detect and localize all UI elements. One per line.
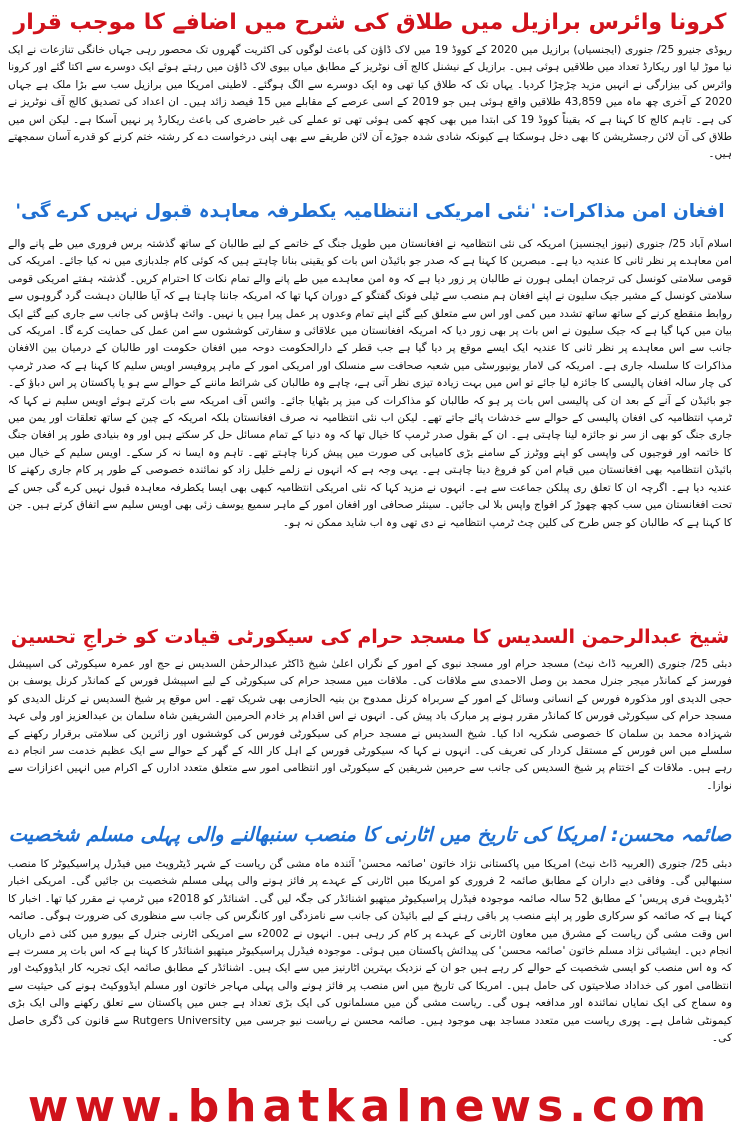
- article-4-headline: صائمہ محسن: امریکا کی تاریخ میں اٹارنی کا منصب سنبھالنے والی پہلی مسلم شخصیت: [8, 823, 732, 846]
- article-4-body: دبئی 25/ جنوری (العربیہ ڈاٹ نیٹ) امریکا میں پاکستانی نژاد خاتون 'صائمہ محسن' آئندہ ماہ مشی گن ریاست کے شہر ڈیٹرویٹ میں فیڈرل پراسیکیوٹر کا منصب سنبھالیں گی۔ وفاقی دیے داران کے مطابق صائمہ 2 فروری کو امریکا میں اٹارنی کے عہدے پر فائز ہونے والی پہلی مسلم شخصیت بن جائیں گی۔ امریکی اخبار 'ڈیٹرویٹ فری پریس' کے مطابق 52 سالہ صائمہ موجودہ فیڈرل پراسیکیوٹر میتھیو اشنائڈر کی جگہ لیں گی۔ اشنائڈر کو 2018ء میں ٹرمپ نے مقرر کیا تھا۔ اخبار کا کہنا ہے کہ صائمہ کو سرکاری طور پر اپنے منصب پر باقی رہنے کے لیے بائیڈن کی جانب سے نامزدگی اور کانگرس کی جانب سے منظوری کی ضرورت ہوگی۔ صائمہ اس وقت مشی گن ریاست کے مشرق میں معاون اٹارنی کے عہدے پر کام کر رہی ہیں۔ انہوں نے 2002ء سے امریکی اٹارنی جنرل کے بیورو میں کئی ذمے داریاں انجام دیں۔ ایشیائی نژاد مسلم خاتون 'صائمہ محسن' کی پیدائش پاکستان میں ہوئی۔ موجودہ فیڈرل پراسیکیوٹر میتھیو اشنائڈر کا کہنا ہے کہ اس بات پر مسرت ہے کہ وہ اس منصب کو ایسی شخصیت کے حوالے کر رہے ہیں جو ان کے نزدیک بہترین اٹارنیز میں سے ایک ہیں۔ اشنائڈر کے مطابق صائمہ ایک تجربہ کار ایڈووکیٹ اور انتظامی امور کی خداداد صلاحیتوں کی حامل ہیں۔ امریکا کی تاریخ میں اس منصب پر فائز ہونے والی پہلی مہاجر خاتون اور مسلم ایڈووکیٹ ہونے کی حیثیت سے وہ سماج کی ایک نمایاں نمائندہ اور مدافعہ ہوں گی۔ ریاست مشی گن میں مسلمانوں کی ایک بڑی تعداد ہے جس میں پاکستان سے تعلق رکھنے والی ایک بڑی کیمونٹی شامل ہے۔ پوری ریاست میں متعدد مساجد بھی موجود ہیں۔ صائمہ محسن نے ریاست نیو جرسی میں Rutgers University سے قانون کی ڈگری حاصل کی۔: [8, 858, 732, 1045]
- article-1-headline: کرونا وائرس برازیل میں طلاق کی شرح میں اضافے کا موجب قرار: [13, 10, 727, 35]
- article-3-headline: شیخ عبدالرحمن السدیس کا مسجد حرام کی سیکورٹی قیادت کو خراجِ تحسین: [10, 626, 730, 648]
- article-2-body: اسلام آباد 25/ جنوری (نیوز ایجنسیز) امریکہ کی نئی انتظامیہ نے افغانستان میں طویل جنگ کے خاتمے کے لیے طالبان کے ساتھ گذشتہ برس فروری میں طے پانے والے امن معاہدے پر نظر ثانی کا عندیہ دیا ہے۔ مبصرین کا کہنا ہے کہ صدر جو بائیڈن اس بات کو یقینی بنانا چاہتے ہیں کہ کوئی کام جلدبازی میں نہ کیا جائے۔ امریکہ کی قومی سلامتی کونسل کی ترجمان ایملی ہورن نے طالبان پر زور دیا ہے کہ وہ امن معاہدے میں طے پانے والے تمام نکات کا احترام کریں۔ گذشتہ ہفتے امریکی قومی سلامتی کونسل کے مشیر جیک سلیون نے اپنے افغان ہم منصب سے ٹیلی فونک گفتگو کے دوران کہا تھا کہ امریکہ جاننا چاہتا ہے کہ آیا طالبان دہشت گرد گروہوں سے روابط منقطع کرنے کے ساتھ ساتھ تشدد میں کمی اور اس سے متعلق کیے گئے اپنے تمام وعدوں پر عمل پیرا ہیں یا نہیں۔ وائٹ ہاؤس کی جانب سے جاری کیے گئے ایک بیان میں کہا گیا ہے کہ جیک سلیون نے اس بات پر بھی زور دیا کہ امریکہ افغانستان میں علاقائی و سفارتی کوششوں سے امن عمل کی حمایت کرے گا۔ امریکہ کی جانب سے اس معاہدے پر نظر ثانی کا عندیہ ایک ایسے موقع پر دیا گیا ہے جب قطر کے دارالحکومت دوحہ میں افغان حکومت اور طالبان کے درمیان بین الافغان مذاکرات کا سلسلہ جاری ہے۔ امریکہ کی لامار یونیورسٹی میں شعبہ صحافت سے منسلک اور امریکی امور کے ماہر پروفیسر اویس سلیم کا کہنا ہے کہ صدر ٹرمپ کی چار سالہ افغان پالیسی کا جائزہ لیا جائے تو اس میں بہت زیادہ تیزی نظر آتی ہے، چاہے وہ طالبان کی شرائط ماننے کے حوالے سے ہو یا پاکستان پر اس دباؤ کے۔ جو بائیڈن کے آنے کے بعد ان کی پالیسی اس بات پر ہو کہ طالبان کو مذاکرات کی میز پر بٹھایا جائے۔ وائس آف امریکہ سے بات کرتے ہوئے اویس سلیم نے کہا کہ ٹرمپ انتظامیہ کی افغان پالیسی کے حوالے سے خدشات پائے جاتے تھے۔ لیکن اب نئی انتظامیہ نہ صرف افغانستان بلکہ امریکہ کے چین کے ساتھ تعلقات اور یمن میں جاری جنگ کو بھی از سر نو جائزہ لینا چاہتی ہے۔ ان کے بقول صدر ٹرمپ کا خیال تھا کہ وہ دنیا کے تمام مسائل حل کر سکتے ہیں اور وہ بنیادی طور پر افغان جنگ کا خاتمہ اور فوجیوں کی واپسی کو اپنے ووٹرز کے سامنے بڑی کامیابی کی صورت میں پیش کرنا چاہتے تھے۔ تاہم وہ ایسا نہ کر سکے۔ اویس سلیم کے خیال میں بائیڈن انتظامیہ بھی افغانستان میں قیام امن کو فروغ دینا چاہتی ہے۔ یہی وجہ ہے کہ انہوں نے زلمے خلیل زاد کو نمائندہ خصوصی کے طور پر کام جاری رکھنے کا عندیہ دیا ہے۔ اگرچہ ان کا تعلق ری پبلکن جماعت سے ہے۔ انہوں نے مزید کہا کہ نئی امریکی انتظامیہ کبھی بھی ایسا یکطرفہ معاہدہ قبول نہیں کرے گی جس کے تحت افغانستان میں سب کچھ چھوڑ کر افواج واپس بلا لی جائیں۔ سینئر صحافی اور افغان امور کے ماہر سمیع یوسف زئی بھی اویس سلیم سے اتفاق کرتے ہیں۔ جن کا کہنا ہے کہ طالبان کو جس طرح کی کلین چٹ ٹرمپ انتظامیہ نے دی تھی وہ اب شاید ممکن نہ ہو۔: [8, 238, 732, 529]
- article-3-body: دبئی 25/ جنوری (العربیہ ڈاٹ نیٹ) مسجد حرام اور مسجد نبوی کے امور کے نگراں اعلیٰ شیخ ڈاکٹر عبدالرحمٰن السدیس نے حج اور عمرہ سیکورٹی کی اسپیشل فورسز کے کمانڈر میجر جنرل محمد بن وصل الاحمدی سے ملاقات کی۔ ملاقات میں مسجد حرام کی سیکورٹی کے لیے اسپیشل فورس کے کمانڈر کرنل یوسف بن حجی الدیدی اور مذکورہ فورس کے انسانی وسائل کے امور کے سربراہ کرنل ممدوح بن بنیہ الحازمی بھی شریک تھے۔ اس موقع پر شیخ السدیس نے کرنل الدیدی کو مسجد حرام کی سیکورٹی فورس کا کمانڈر مقرر ہونے پر مبارک باد پیش کی۔ انہوں نے اس اقدام پر خادم الحرمین الشریفین شاہ سلمان بن عبدالعزیز اور ولی عہد شہزادہ محمد بن سلمان کا خصوصی شکریہ ادا کیا۔ شیخ السدیس نے مسجد حرام کی سیکورٹی فورس کی کوششوں اور زائرین کی سلامتی برقرار رکھنے کے سلسلے میں اس فورس کے مستقل کردار کی تعریف کی۔ انہوں نے کہا کہ سیکورٹی فورس کے اہل کار اللہ کے گھر کے حوالے سے ایک عظیم خدمت سر انجام دے رہے ہیں۔ ملاقات کے اختتام پر شیخ السدیس کی جانب سے حرمین شریفین کے سیکورٹی اور انتظامی امور سے متعلق متعدد ادارں کے اکرام میں انہیں اعزازات سے نوازا۔: [8, 658, 732, 792]
- site-url-footer: www.bhatkalnews.com: [27, 1081, 713, 1132]
- article-2-headline: افغان امن مذاکرات: 'نئی امریکی انتظامیہ یکطرفہ معاہدہ قبول نہیں کرے گی': [15, 201, 725, 222]
- article-1-body: ریوڈی جنیرو 25/ جنوری (ایجنسیاں) برازیل میں 2020 کے کووڈ 19 میں لاک ڈاؤن کی باعث لوگوں کی اکثریت گھروں تک محصور رہی جہاں خانگی تنازعات نے ایک نیا موڑ لیا اور ریکارڈ تعداد میں طلاقیں ہوئی ہیں۔ برازیل کے نیشنل کالج آف نوٹریز کے مطابق میاں بیوی لاک ڈاؤن میں رہتے ہوئے ایک دوسرے سے اکتا گئے اور کرونا وائرس کی بیزارگی نے انہیں مزید چڑچڑا کردیا۔ یہاں تک کہ طلاق کیا تھی وہ ایک دوسرے سے الگ ہوگئے۔ لاطینی امریکا میں برازیل سب سے بڑا ملک ہے جہاں 2020 کے آخری چھ ماہ میں 43,859 طلاقیں واقع ہوئی ہیں جو 2019 کے اسی عرصے کے مقابلے میں 15 فیصد زائد ہیں۔ ان اعداد کی تصدیق کالج آف نوٹریز نے کی ہے۔ تاہم کالج کا کہنا ہے کہ یقیناً کووڈ 19 کی ابتدا میں بھی کچھ کمی ہوئی تھی تو عملے کی غیر حاضری کی باعث ریکارڈ پر نہیں آسکا ہے۔ لیکن اس میں طلاق کی آن لائن رجسٹریشن کا بھی دخل ہوسکتا ہے کیونکہ شادی شدہ جوڑے آن لائن طریقے سے بھی اپنی درخواست دے کر رشتہ ختم کرنے کو قدرے آسان سمجھتے ہیں۔: [8, 44, 732, 161]
